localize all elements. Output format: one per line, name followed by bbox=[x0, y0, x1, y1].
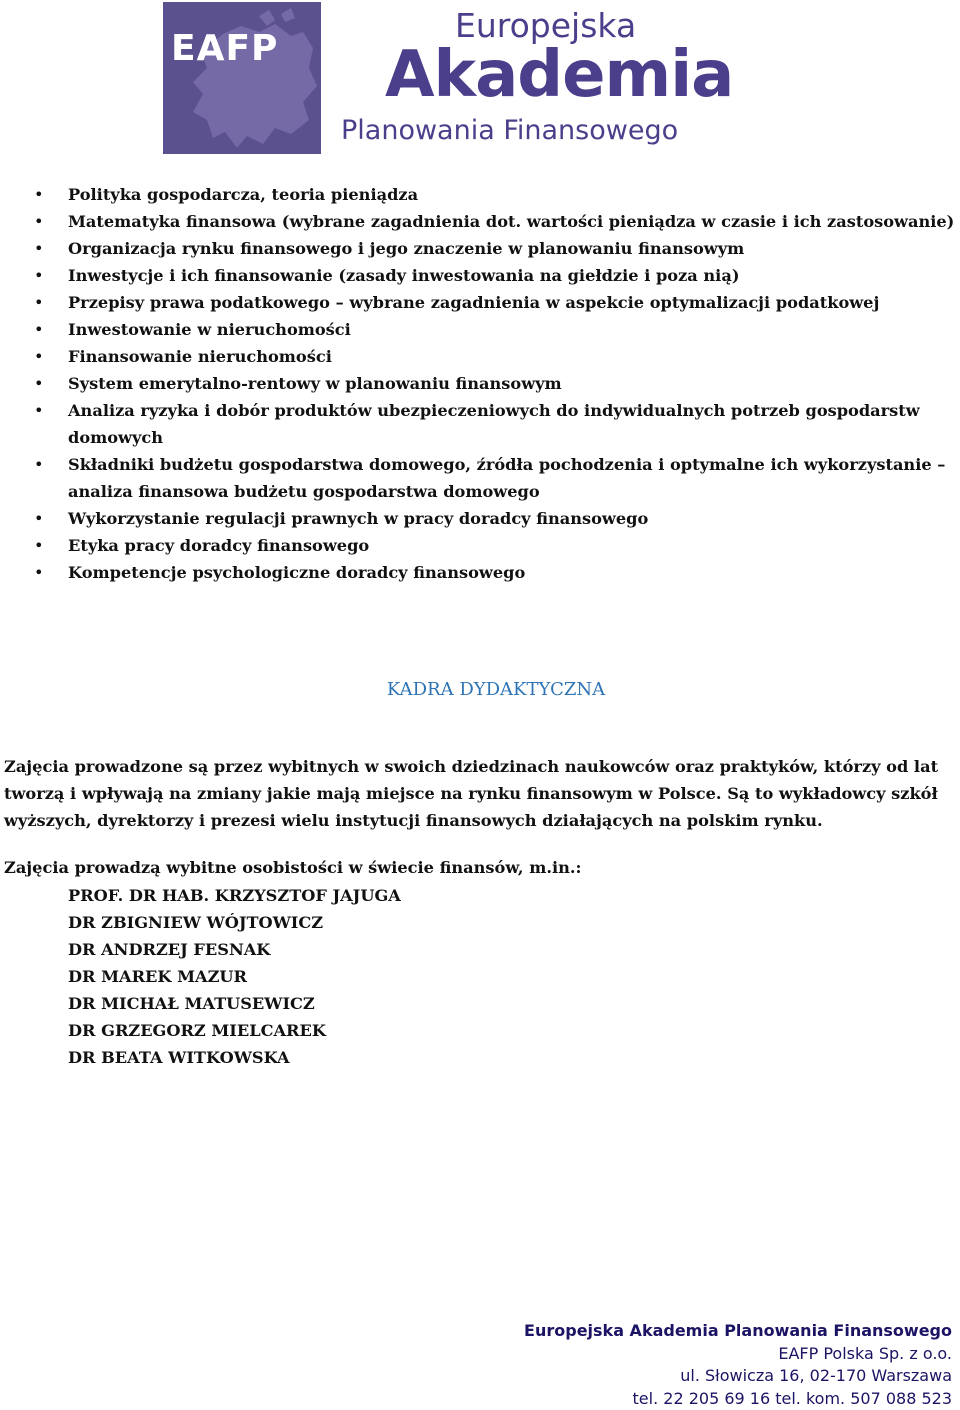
footer-company: EAFP Polska Sp. z o.o. bbox=[524, 1343, 952, 1366]
europe-map-icon bbox=[163, 2, 321, 154]
logo-emblem bbox=[163, 2, 321, 154]
bullet-icon: • bbox=[34, 235, 44, 262]
lecturer-item: DR ANDRZEJ FESNAK bbox=[68, 936, 401, 963]
list-item: • Inwestowanie w nieruchomości bbox=[0, 316, 960, 343]
footer-address: ul. Słowicza 16, 02-170 Warszawa bbox=[524, 1365, 952, 1388]
list-item: • Analiza ryzyka i dobór produktów ubezpieczeniowych do indywidualnych potrzeb gospodarstw domowych bbox=[0, 397, 960, 451]
bullet-icon: • bbox=[34, 451, 44, 478]
list-item: • Matematyka finansowa (wybrane zagadnienia dot. wartości pieniądza w czasie i ich zastosowanie) bbox=[0, 208, 960, 235]
bullet-icon: • bbox=[34, 559, 44, 586]
bullet-icon: • bbox=[34, 208, 44, 235]
lecturer-item: PROF. DR HAB. KRZYSZTOF JAJUGA bbox=[68, 882, 401, 909]
footer-contact bbox=[524, 1320, 952, 1410]
lecturer-item: DR MAREK MAZUR bbox=[68, 963, 401, 990]
lecturers-list bbox=[68, 882, 401, 1071]
list-item: • Wykorzystanie regulacji prawnych w pracy doradcy finansowego bbox=[0, 505, 960, 532]
eafp-logo bbox=[163, 2, 795, 154]
bullet-icon: • bbox=[34, 532, 44, 559]
lecturer-item: DR MICHAŁ MATUSEWICZ bbox=[68, 990, 401, 1017]
bullet-icon: • bbox=[34, 343, 44, 370]
bullet-icon: • bbox=[34, 316, 44, 343]
list-item: • Inwestycje i ich finansowanie (zasady inwestowania na giełdzie i poza nią) bbox=[0, 262, 960, 289]
lecturer-item: DR ZBIGNIEW WÓJTOWICZ bbox=[68, 909, 401, 936]
bullet-icon: • bbox=[34, 505, 44, 532]
list-item: • Finansowanie nieruchomości bbox=[0, 343, 960, 370]
bullet-icon: • bbox=[34, 262, 44, 289]
lecturer-item: DR GRZEGORZ MIELCAREK bbox=[68, 1017, 401, 1044]
list-item: • Polityka gospodarcza, teoria pieniądza bbox=[0, 181, 960, 208]
section-title: KADRA DYDAKTYCZNA bbox=[0, 676, 960, 704]
staff-description: Zajęcia prowadzone są przez wybitnych w swoich dziedzinach naukowców oraz praktyków, którzy od lat tworzą i wpływają na zmiany jakie mają miejsce na rynku finansowym w Polsce. Są to wykładowcy szkół wyższych, dyrektorzy i prezesi wielu instytucji finansowych działających na polskim rynku. bbox=[4, 753, 956, 834]
list-item: • Przepisy prawa podatkowego – wybrane zagadnienia w aspekcie optymalizacji podatkowej bbox=[0, 289, 960, 316]
list-item: • System emerytalno-rentowy w planowaniu finansowym bbox=[0, 370, 960, 397]
lecturer-item: DR BEATA WITKOWSKA bbox=[68, 1044, 401, 1071]
bullet-icon: • bbox=[34, 370, 44, 397]
list-item: • Kompetencje psychologiczne doradcy finansowego bbox=[0, 559, 960, 586]
list-item: • Etyka pracy doradcy finansowego bbox=[0, 532, 960, 559]
bullet-icon: • bbox=[34, 289, 44, 316]
list-item: • Składniki budżetu gospodarstwa domowego, źródła pochodzenia i optymalne ich wykorzystanie – analiza finansowa budżetu gospodarstwa domowego bbox=[0, 451, 960, 505]
topics-list bbox=[0, 181, 960, 586]
footer-phone: tel. 22 205 69 16 tel. kom. 507 088 523 bbox=[524, 1388, 952, 1410]
bullet-icon: • bbox=[34, 397, 44, 424]
bullet-icon: • bbox=[34, 181, 44, 208]
logo-abbreviation: EAFP bbox=[171, 28, 278, 69]
logo-line-akademia: Akademia bbox=[385, 38, 733, 112]
list-item: • Organizacja rynku finansowego i jego znaczenie w planowaniu finansowym bbox=[0, 235, 960, 262]
staff-intro: Zajęcia prowadzą wybitne osobistości w świecie finansów, m.in.: bbox=[4, 854, 956, 881]
logo-line-europejska: Europejska bbox=[455, 6, 636, 45]
logo-line-planowania: Planowania Finansowego bbox=[341, 115, 678, 146]
footer-organization-name: Europejska Akademia Planowania Finansowego bbox=[524, 1320, 952, 1343]
